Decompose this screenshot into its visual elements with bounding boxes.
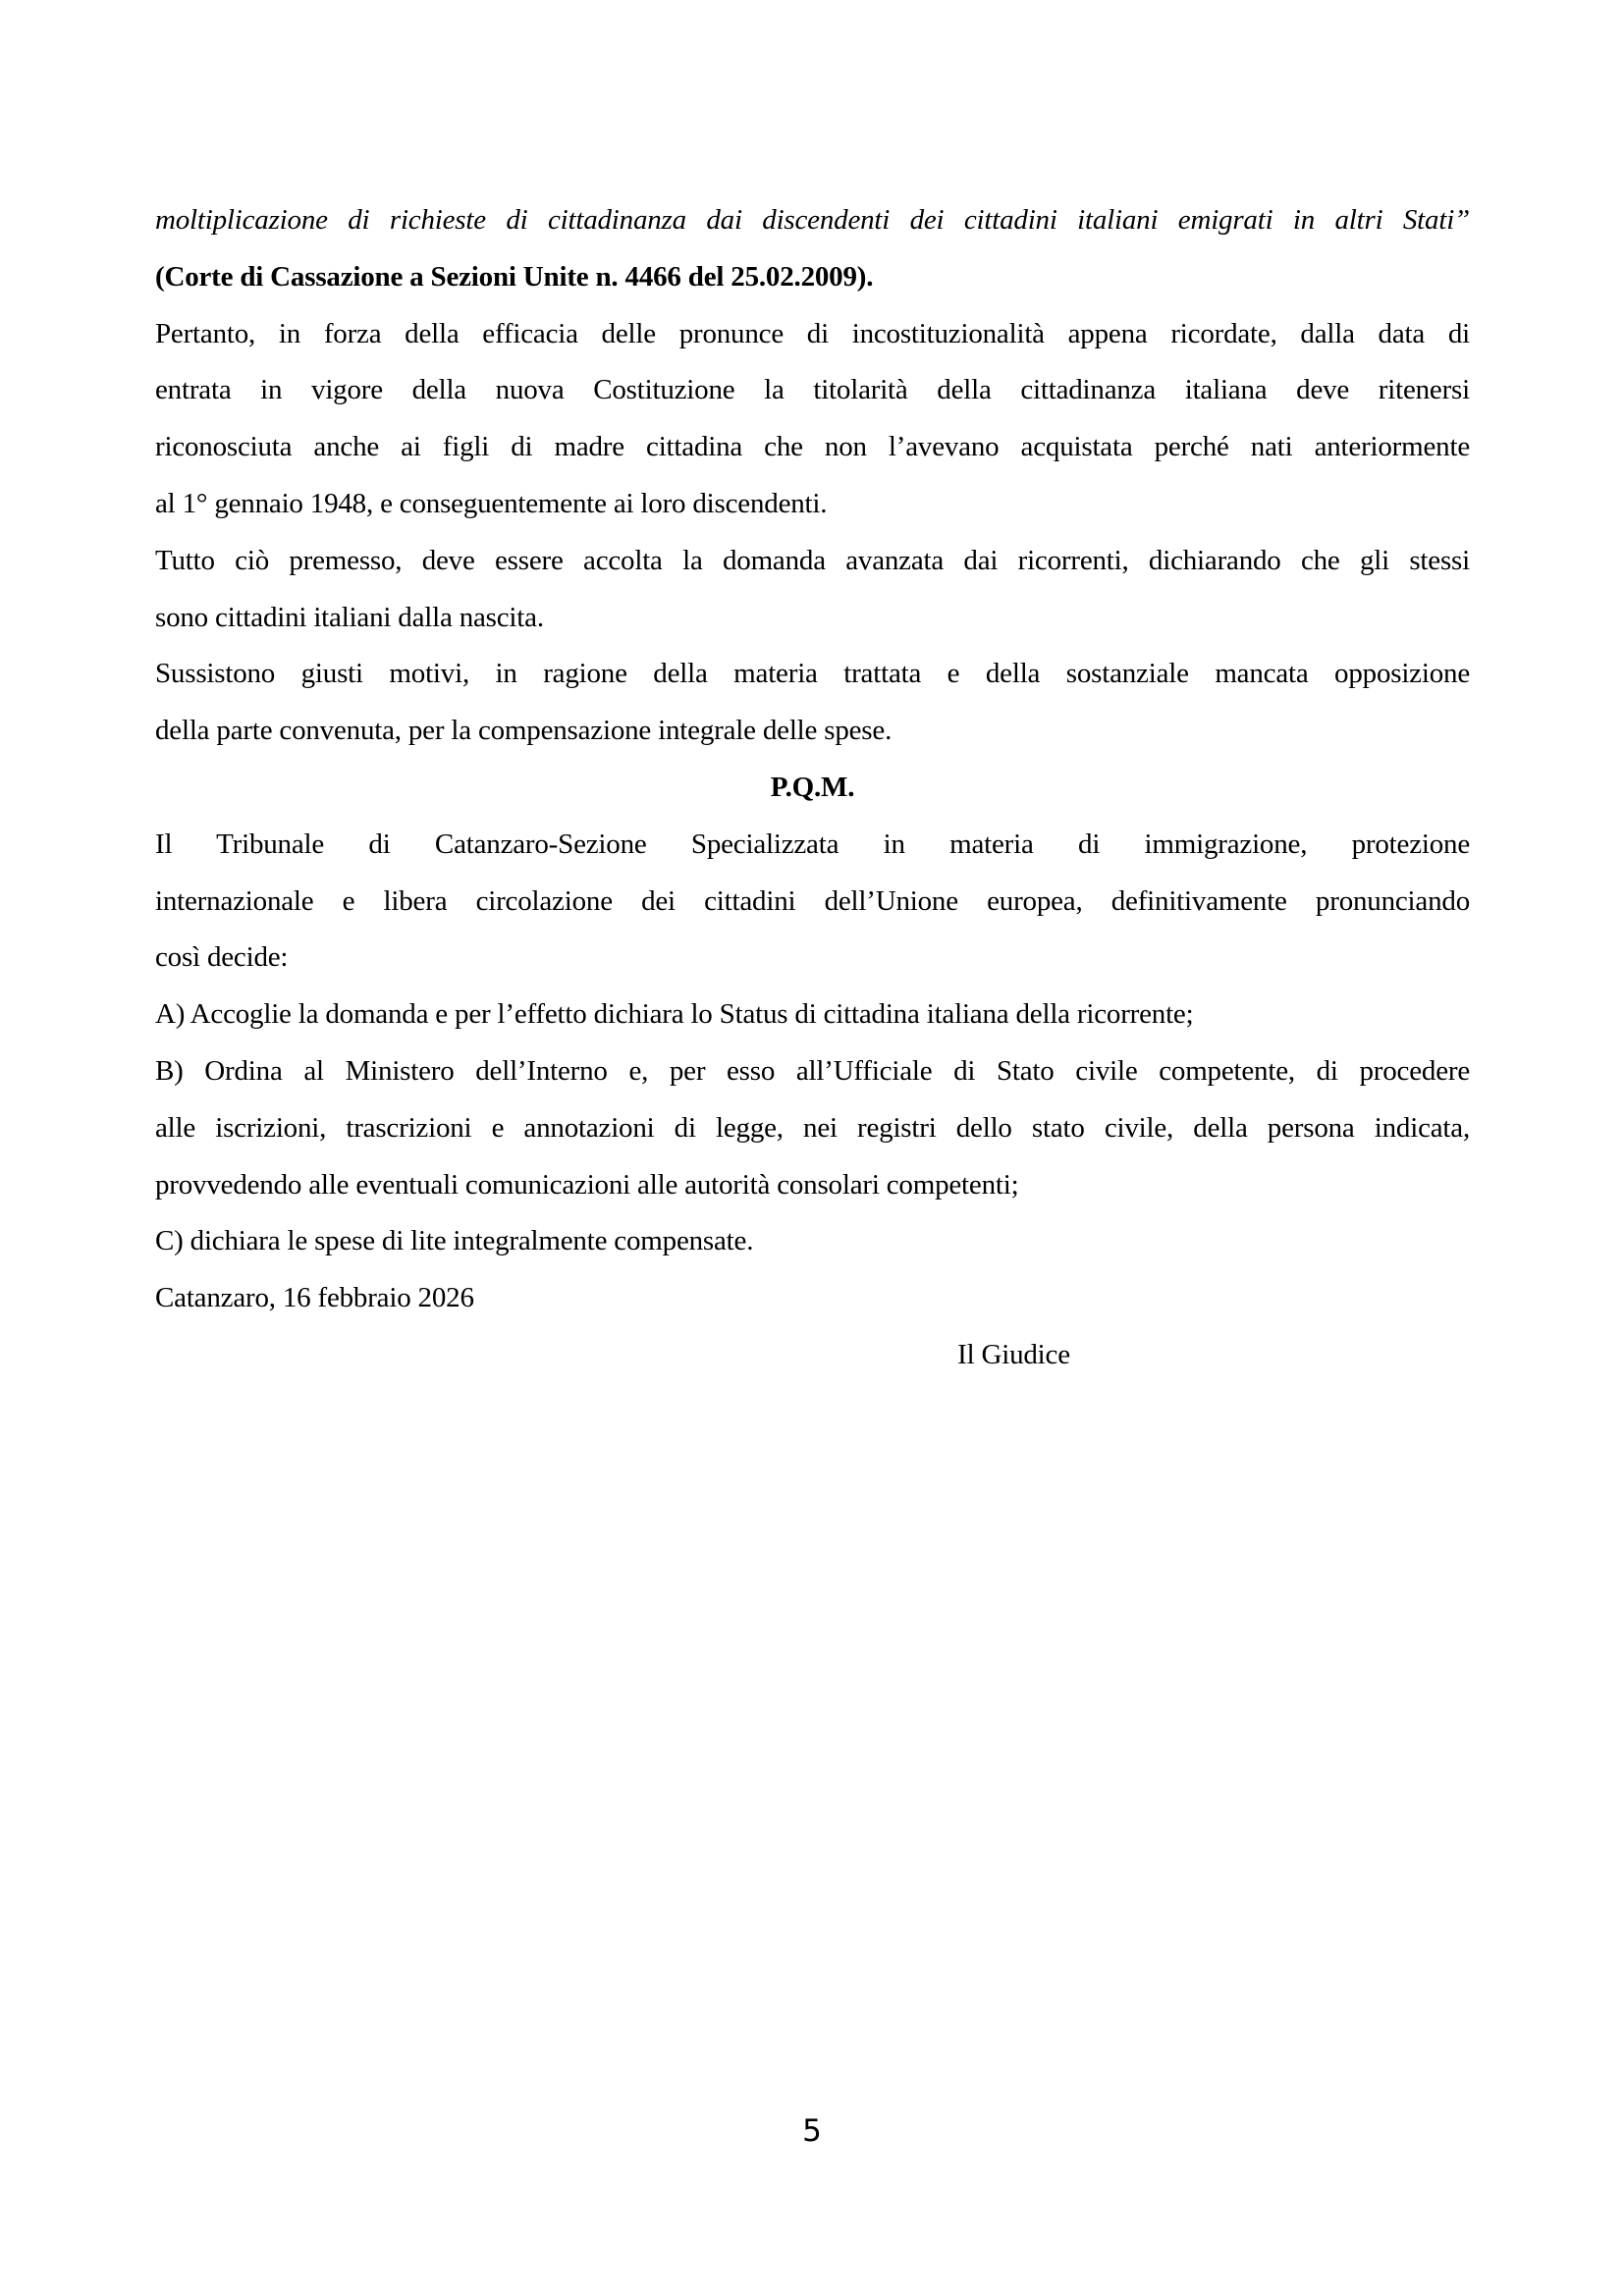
cassazione-citation-line-1: (Corte di Cassazione a Sezioni Unite n. 4466 del 25.02.2009).	[155, 260, 874, 293]
item-b-line-2: alle iscrizioni, trascrizioni e annotazioni di legge, nei registri dello stato civile, della persona indicata,	[155, 1111, 1470, 1144]
paragraph-pertanto-line-2: entrata in vigore della nuova Costituzione la titolarità della cittadinanza italiana deve ritenersi	[155, 374, 1470, 406]
item-c	[155, 1213, 1470, 1270]
signature-title-line-1: Il Giudice	[957, 1338, 1070, 1370]
item-b	[155, 1043, 1470, 1213]
paragraph-dispositivo-line-1: Il Tribunale di Catanzaro-Sezione Specializzata in materia di immigrazione, protezione	[155, 828, 1470, 860]
item-b-line-3: provvedendo alle eventuali comunicazioni alle autorità consolari competenti;	[155, 1168, 1019, 1201]
dateline-line-1: Catanzaro, 16 febbraio 2026	[155, 1282, 474, 1314]
item-a	[155, 987, 1470, 1043]
paragraph-dispositivo	[155, 817, 1470, 987]
paragraph-pertanto	[155, 306, 1470, 533]
quoted-passage	[155, 192, 1470, 249]
paragraph-spese-line-1: Sussistono giusti motivi, in ragione della materia trattata e della sostanziale mancata opposizione	[155, 658, 1470, 690]
item-c-line-1: C) dichiara le spese di lite integralmente compensate.	[155, 1225, 754, 1257]
document-content	[155, 192, 1470, 1384]
paragraph-tutto-cio-line-1: Tutto ciò premesso, deve essere accolta la domanda avanzata dai ricorrenti, dichiarando che gli stessi	[155, 544, 1470, 576]
dateline	[155, 1270, 1470, 1327]
paragraph-dispositivo-line-3: così decide:	[155, 941, 289, 974]
paragraph-tutto-cio	[155, 533, 1470, 647]
item-a-line-1: A) Accoglie la domanda e per l’effetto dichiara lo Status di cittadina italiana della ricorrente;	[155, 998, 1194, 1031]
quoted-passage-line-1: moltiplicazione di richieste di cittadinanza dai discendenti dei cittadini italiani emigrati in altri Stati”	[155, 204, 1470, 236]
signature-title	[155, 1327, 1470, 1384]
cassazione-citation	[155, 249, 1470, 306]
paragraph-spese	[155, 646, 1470, 760]
paragraph-pertanto-line-1: Pertanto, in forza della efficacia delle pronunce di incostituzionalità appena ricordate, dalla data di	[155, 317, 1470, 349]
page-number: 5	[802, 2113, 822, 2149]
paragraph-tutto-cio-line-2: sono cittadini italiani dalla nascita.	[155, 601, 544, 633]
paragraph-pertanto-line-4: al 1° gennaio 1948, e conseguentemente ai loro discendenti.	[155, 487, 828, 519]
paragraph-spese-line-2: della parte convenuta, per la compensazione integrale delle spese.	[155, 715, 893, 747]
item-b-line-1: B) Ordina al Ministero dell’Interno e, per esso all’Ufficiale di Stato civile competente, di procedere	[155, 1054, 1470, 1087]
pqm-heading-line-1: P.Q.M.	[770, 771, 855, 803]
paragraph-pertanto-line-3: riconosciuta anche ai figli di madre cittadina che non l’avevano acquistata perché nati anteriormente	[155, 431, 1470, 463]
page-footer	[0, 2112, 1624, 2150]
pqm-heading	[155, 760, 1470, 817]
paragraph-dispositivo-line-2: internazionale e libera circolazione dei cittadini dell’Unione europea, definitivamente pronunciando	[155, 884, 1470, 917]
